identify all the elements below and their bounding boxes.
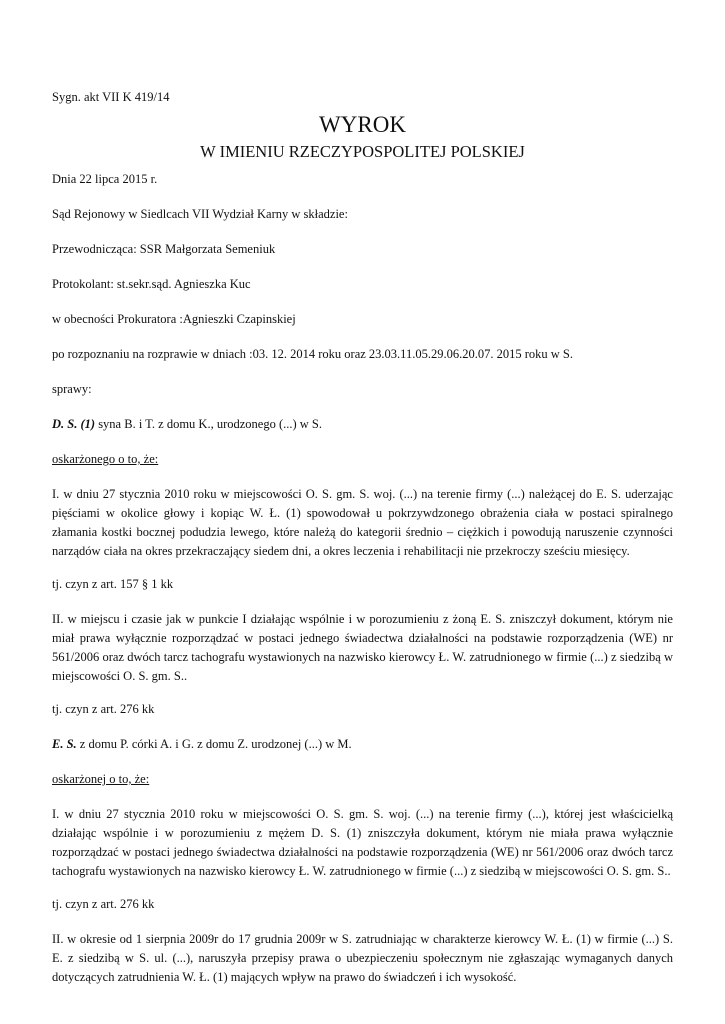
defendant-1-accused-label: oskarżonego o to, że: (52, 452, 159, 466)
case-label: sprawy: (52, 382, 92, 396)
defendant-1-charge-2-article: tj. czyn z art. 276 kk (52, 702, 155, 716)
defendant-2-charge-2: II. w okresie od 1 sierpnia 2009r do 17 grudnia 2009r w S. zatrudniając w charakterze kierowcy W. Ł. (1) w firmie (...) S. E. z siedzibą w S. ul. (...), naruszyła przepisy prawa o ubezpieczeniu społecznym nie zgłaszając wymaganych danych dotyczących zatrudnienia W. Ł. (1) mających wpływ na prawo do świadczeń i ich wysokość. (52, 932, 673, 984)
presiding-judge: Przewodnicząca: SSR Małgorzata Semeniuk (52, 242, 276, 256)
court-composition: Sąd Rejonowy w Siedlcach VII Wydział Karny w składzie: (52, 207, 348, 221)
defendant-1-charge-2: II. w miejscu i czasie jak w punkcie I działając wspólnie i w porozumieniu z żoną E. S. zniszczył dokument, którym nie miał prawa wyłącznie rozporządzać w postaci jednego świadectwa działalności na podstawie rozporządzenia (WE) nr 561/2006 oraz dwóch tarcz tachografu wystawionych na nazwisko kierowcy Ł. W. zatrudnionego w firmie (...) z siedzibą w miejscowości O. S. gm. S.. (52, 612, 673, 683)
defendant-2-name: E. S. (52, 737, 77, 751)
court-clerk: Protokolant: st.sekr.sąd. Agnieszka Kuc (52, 277, 251, 291)
prosecutor-presence: w obecności Prokuratora :Agnieszki Czapinskiej (52, 312, 296, 326)
defendant-2-accused-label: oskarżonej o to, że: (52, 772, 150, 786)
hearing-dates: po rozpoznaniu na rozprawie w dniach :03. 12. 2014 roku oraz 23.03.11.05.29.06.20.07. 2015 roku w S. (52, 347, 573, 361)
document-subtitle: W IMIENIU RZECZYPOSPOLITEJ POLSKIEJ (200, 142, 525, 161)
case-signature: Sygn. akt VII K 419/14 (52, 90, 170, 104)
defendant-1-charge-1: I. w dniu 27 stycznia 2010 roku w miejscowości O. S. gm. S. woj. (...) na terenie firmy (...) należącej do E. S. uderzając pięściami w okolice głowy i kopiąc W. Ł. (1) spowodował u pokrzywdzonego obrażenia ciała w postaci spiralnego złamania kostki bocznej podudzia lewego, które należą do kategorii średnio – ciężkich i powodują naruszenie czynności narządów ciała na okres przekraczający siedem dni, a okres leczenia i rehabilitacji nie przekroczy sześciu miesięcy. (52, 487, 673, 558)
defendant-1-paragraph (52, 415, 673, 434)
defendant-2-charge-1-article: tj. czyn z art. 276 kk (52, 897, 155, 911)
document-title: WYROK (319, 112, 406, 137)
defendant-2-paragraph (52, 735, 673, 754)
defendant-1-name: D. S. (1) (52, 417, 96, 431)
defendant-1-details: syna B. i T. z domu K., urodzonego (...) w S. (95, 417, 323, 431)
defendant-2-charge-1: I. w dniu 27 stycznia 2010 roku w miejscowości O. S. gm. S. woj. (...) na terenie firmy (...), której jest właścicielką działając wspólnie i w porozumieniu z mężem D. S. (1) zniszczyła dokument, którym nie miała prawa wyłącznie rozporządzać w postaci jednego świadectwa działalności na podstawie rozporządzenia (WE) nr 561/2006 oraz dwóch tarcz tachografu wystawionych na nazwisko kierowcy Ł. W. zatrudnionego w firmie (...) z siedzibą w miejscowości O. S. gm. S.. (52, 807, 673, 878)
defendant-2-details: z domu P. córki A. i G. z domu Z. urodzonej (...) w M. (76, 737, 352, 751)
judgment-date: Dnia 22 lipca 2015 r. (52, 172, 158, 186)
defendant-1-charge-1-article: tj. czyn z art. 157 § 1 kk (52, 577, 174, 591)
